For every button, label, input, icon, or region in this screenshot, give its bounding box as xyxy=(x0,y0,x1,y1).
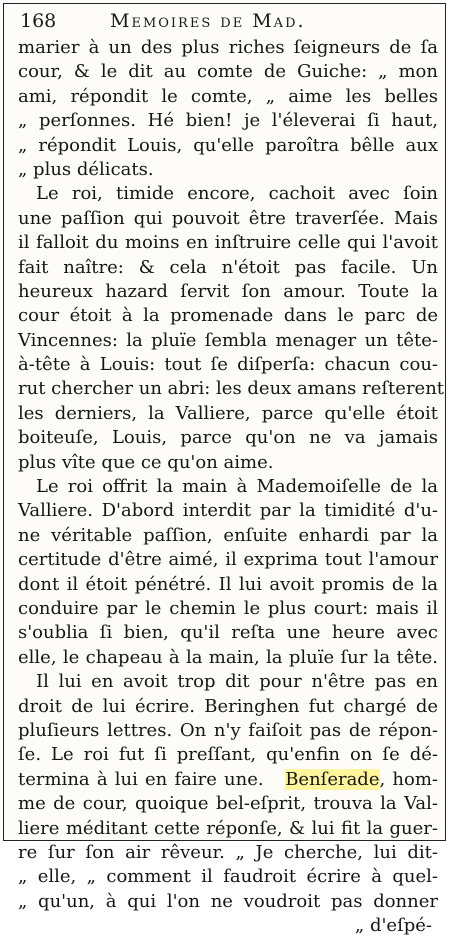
text-line: „ qu'un, à qui l'on ne voudroit pas donner xyxy=(18,890,438,912)
text-line: une paſſion qui pouvoit être traverſée. Mais xyxy=(18,207,438,229)
text-line: „ répondit Louis, qu'elle paroîtra bêlle aux xyxy=(18,134,438,156)
text-line: cour étoit à la promenade dans le parc de xyxy=(18,305,438,327)
text-line: certitude d'être aimé, il exprima tout l'amour xyxy=(18,549,438,571)
page-header xyxy=(18,10,438,36)
text-line-with-highlight xyxy=(18,768,438,792)
text-segment: termina à lui en faire une. xyxy=(18,768,264,790)
text-line: rut chercher un abri: les deux amans reſterent xyxy=(18,378,445,400)
text-line: les derniers, la Valliere, parce qu'elle étoit xyxy=(18,402,438,424)
text-line: s'oublia ſi bien, qu'il reſta une heure avec xyxy=(18,622,438,644)
text-line: Vincennes: la pluïe ſembla menager un tête- xyxy=(18,329,438,351)
text-line: droit de lui écrire. Beringhen fut chargé de xyxy=(18,695,438,717)
text-line: conduire par le chemin le plus court: mais il xyxy=(18,597,438,619)
text-line: marier à un des plus riches ſeigneurs de ſa xyxy=(18,37,438,58)
text-line: ne véritable paſſion, enſuite enhardi par la xyxy=(18,524,438,546)
page-number: 168 xyxy=(20,10,57,32)
text-segment: , hom- xyxy=(379,768,438,790)
paragraph-start-line: Il lui en avoit trop dit pour n'être pas en xyxy=(36,671,438,693)
text-line: plus vîte que ce qu'on aime. xyxy=(18,451,274,473)
text-line: boiteuſe, Louis, parce qu'on ne va jamais xyxy=(18,427,438,449)
text-line: fait naître: & cela n'étoit pas facile. Un xyxy=(18,256,438,278)
catchword: „ d'eſpé- xyxy=(354,915,432,937)
text-line: „ perſonnes. Hé bien! je l'éleverai ſi haut, xyxy=(18,110,438,132)
text-line: dont il étoit pénétré. Il lui avoit promis de la xyxy=(18,573,438,595)
text-line: re ſur ſon air rêveur. „ Je cherche, lui dit- xyxy=(18,841,438,863)
body-text xyxy=(18,36,445,938)
running-title: Memoires de Mad. xyxy=(110,10,306,32)
text-line: il falloit du moins en inſtruire celle qui l'avoit xyxy=(18,232,438,254)
text-line: „ elle, „ comment il faudroit écrire à quel- xyxy=(18,866,438,888)
text-line: „ plus délicats. xyxy=(18,158,154,180)
text-line: heureux hazard ſervit ſon amour. Toute la xyxy=(18,280,438,302)
text-line: elle, le chapeau à la main, la pluïe ſur la tête. xyxy=(18,646,438,668)
text-line: à-tête à Louis: tout ſe diſperſa: chacun cou- xyxy=(18,354,438,376)
text-line: ami, répondit le comte, „ aime les belles xyxy=(18,85,438,107)
text-line: liere méditant cette réponſe, & lui fit la guer- xyxy=(18,817,438,839)
paragraph-start-line: Le roi, timide encore, cachoit avec ſoin xyxy=(36,183,438,205)
text-line: Valliere. D'abord interdit par la timidité d'u- xyxy=(18,500,438,522)
paragraph-start-line: Le roi offrit la main à Mademoiſelle de la xyxy=(36,476,438,498)
book-page xyxy=(3,3,446,937)
highlighted-word: Benſerade xyxy=(285,768,380,790)
text-line: ſe. Le roi fut ſi preſſant, qu'enfin on ſe dé- xyxy=(18,744,438,766)
text-line: cour, & le dit au comte de Guiche: „ mon xyxy=(18,61,438,83)
text-line: pluſieurs lettres. On n'y faiſoit pas de répon- xyxy=(18,719,438,741)
text-line: me de cour, quoique bel-eſprit, trouva la Val- xyxy=(18,793,438,815)
